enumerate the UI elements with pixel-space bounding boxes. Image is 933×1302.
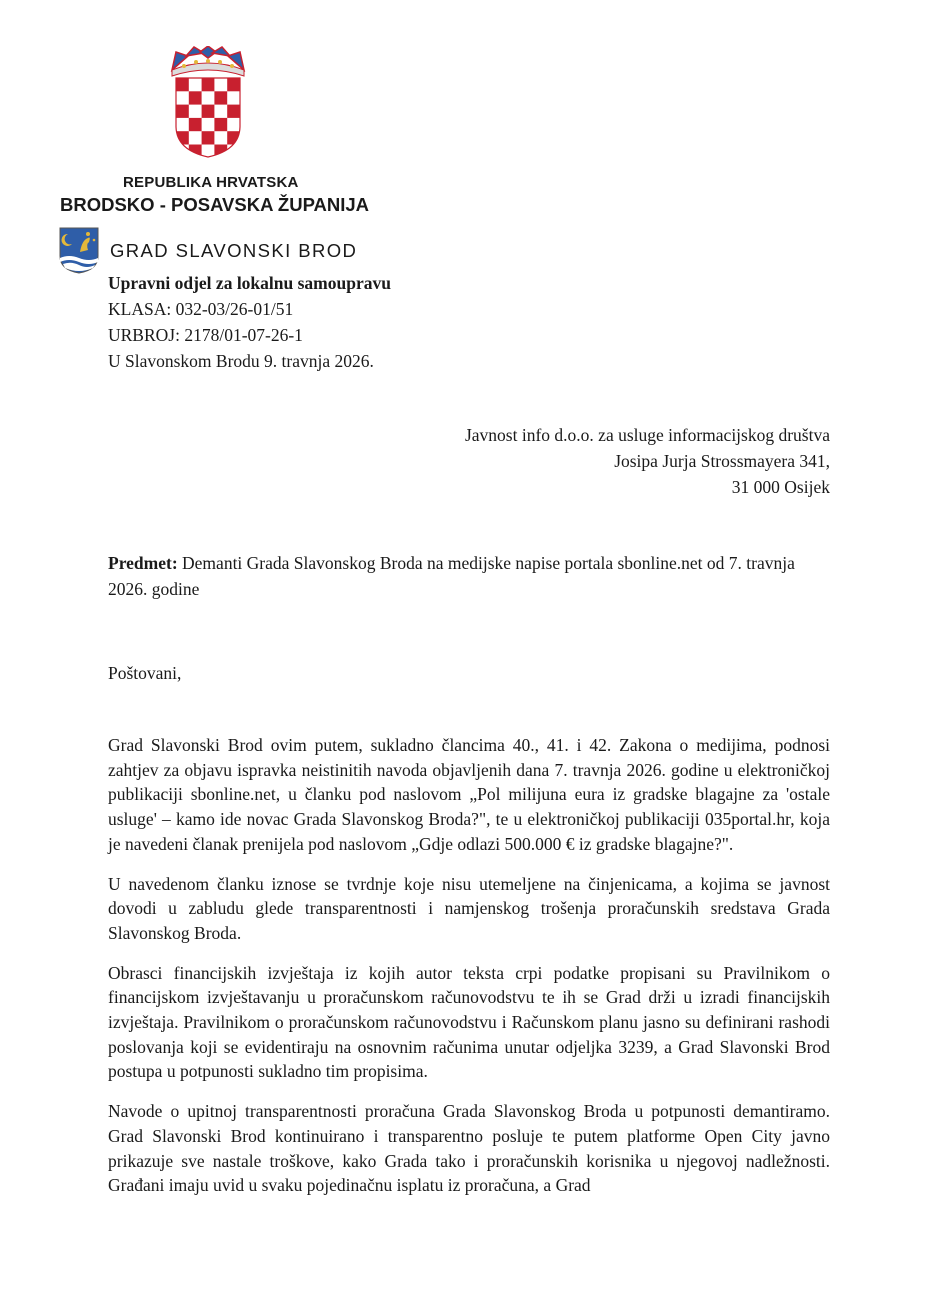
paragraph: Grad Slavonski Brod ovim putem, sukladno člancima 40., 41. i 42. Zakona o medijima, podnosi zahtjev za objavu ispravka neistinitih navoda objavljenih dana 7. travnja 2026. godine u elektroničkoj publikaciji sbonline.net, u članku pod naslovom „Pol milijuna eura iz gradske blagajne za 'ostale usluge' – kamo ide novac Grada Slavonskog Broda?", te u elektroničkoj publikaciji 035portal.hr, koja je navedeni članak prenijela pod naslovom „Gdje odlazi 500.000 € iz gradske blagajne?". [108, 735, 830, 854]
subject-label: Predmet: [108, 553, 178, 573]
urbroj-number: URBROJ: 2178/01-07-26-1 [108, 325, 303, 345]
republic-name: REPUBLIKA HRVATSKA [123, 174, 299, 191]
document-meta [108, 270, 391, 374]
department-name: Upravni odjel za lokalnu samoupravu [108, 273, 391, 293]
county-name: BRODSKO - POSAVSKA ŽUPANIJA [60, 194, 370, 215]
place-date: U Slavonskom Brodu 9. travnja 2026. [108, 351, 374, 371]
letter-body [108, 733, 830, 1213]
slavonski-brod-crest-icon [58, 226, 100, 274]
recipient-address [465, 422, 830, 500]
paragraph: U navedenom članku iznose se tvrdnje koje nisu utemeljene na činjenicama, a kojima se javnost dovodi u zabludu glede transparentnosti i namjenskog trošenja proračunskih sredstava Grada Slavonskog Broda. [108, 873, 830, 943]
paragraph: Navode o upitnoj transparentnosti proračuna Grada Slavonskog Broda u potpunosti demantiramo. Grad Slavonski Brod kontinuirano i transparentno posluje te putem platforme Open City javno prikazuje sve nastale troškove, kako Grada tako i proračunskih korisnika u njegovoj nadležnosti. Građani imaju uvid u svaku pojedinačnu isplatu iz proračuna, a Grad [108, 1101, 830, 1196]
city-name: GRAD SLAVONSKI BROD [110, 240, 358, 261]
klasa-number: KLASA: 032-03/26-01/51 [108, 299, 294, 319]
croatia-coat-of-arms-icon [168, 46, 248, 158]
subject-line [108, 550, 830, 602]
subject-text: Demanti Grada Slavonskog Broda na medijske napise portala sbonline.net od 7. travnja 2026. godine [108, 553, 795, 599]
city-header [58, 226, 357, 274]
letterhead [60, 174, 460, 216]
recipient-name: Javnost info d.o.o. za usluge informacijskog društva [464, 425, 830, 445]
paragraph: Obrasci financijskih izvještaja iz kojih autor teksta crpi podatke propisani su Pravilnikom o financijskom izvještavanju u proračunskom računovodstvu te ih se Grad drži u izradi financijskih izvještaja. Pravilnikom o proračunskom računovodstvu i Računskom planu jasno su definirani rashodi poslovanja koji se evidentiraju na osnovnim računima unutar odjeljka 3239, a Grad Slavonski Brod postupa u potpunosti sukladno tim propisima. [108, 962, 830, 1082]
recipient-city: 31 000 Osijek [731, 477, 830, 497]
recipient-street: Josipa Jurja Strossmayera 341, [614, 451, 830, 471]
greeting: Poštovani, [108, 663, 182, 683]
